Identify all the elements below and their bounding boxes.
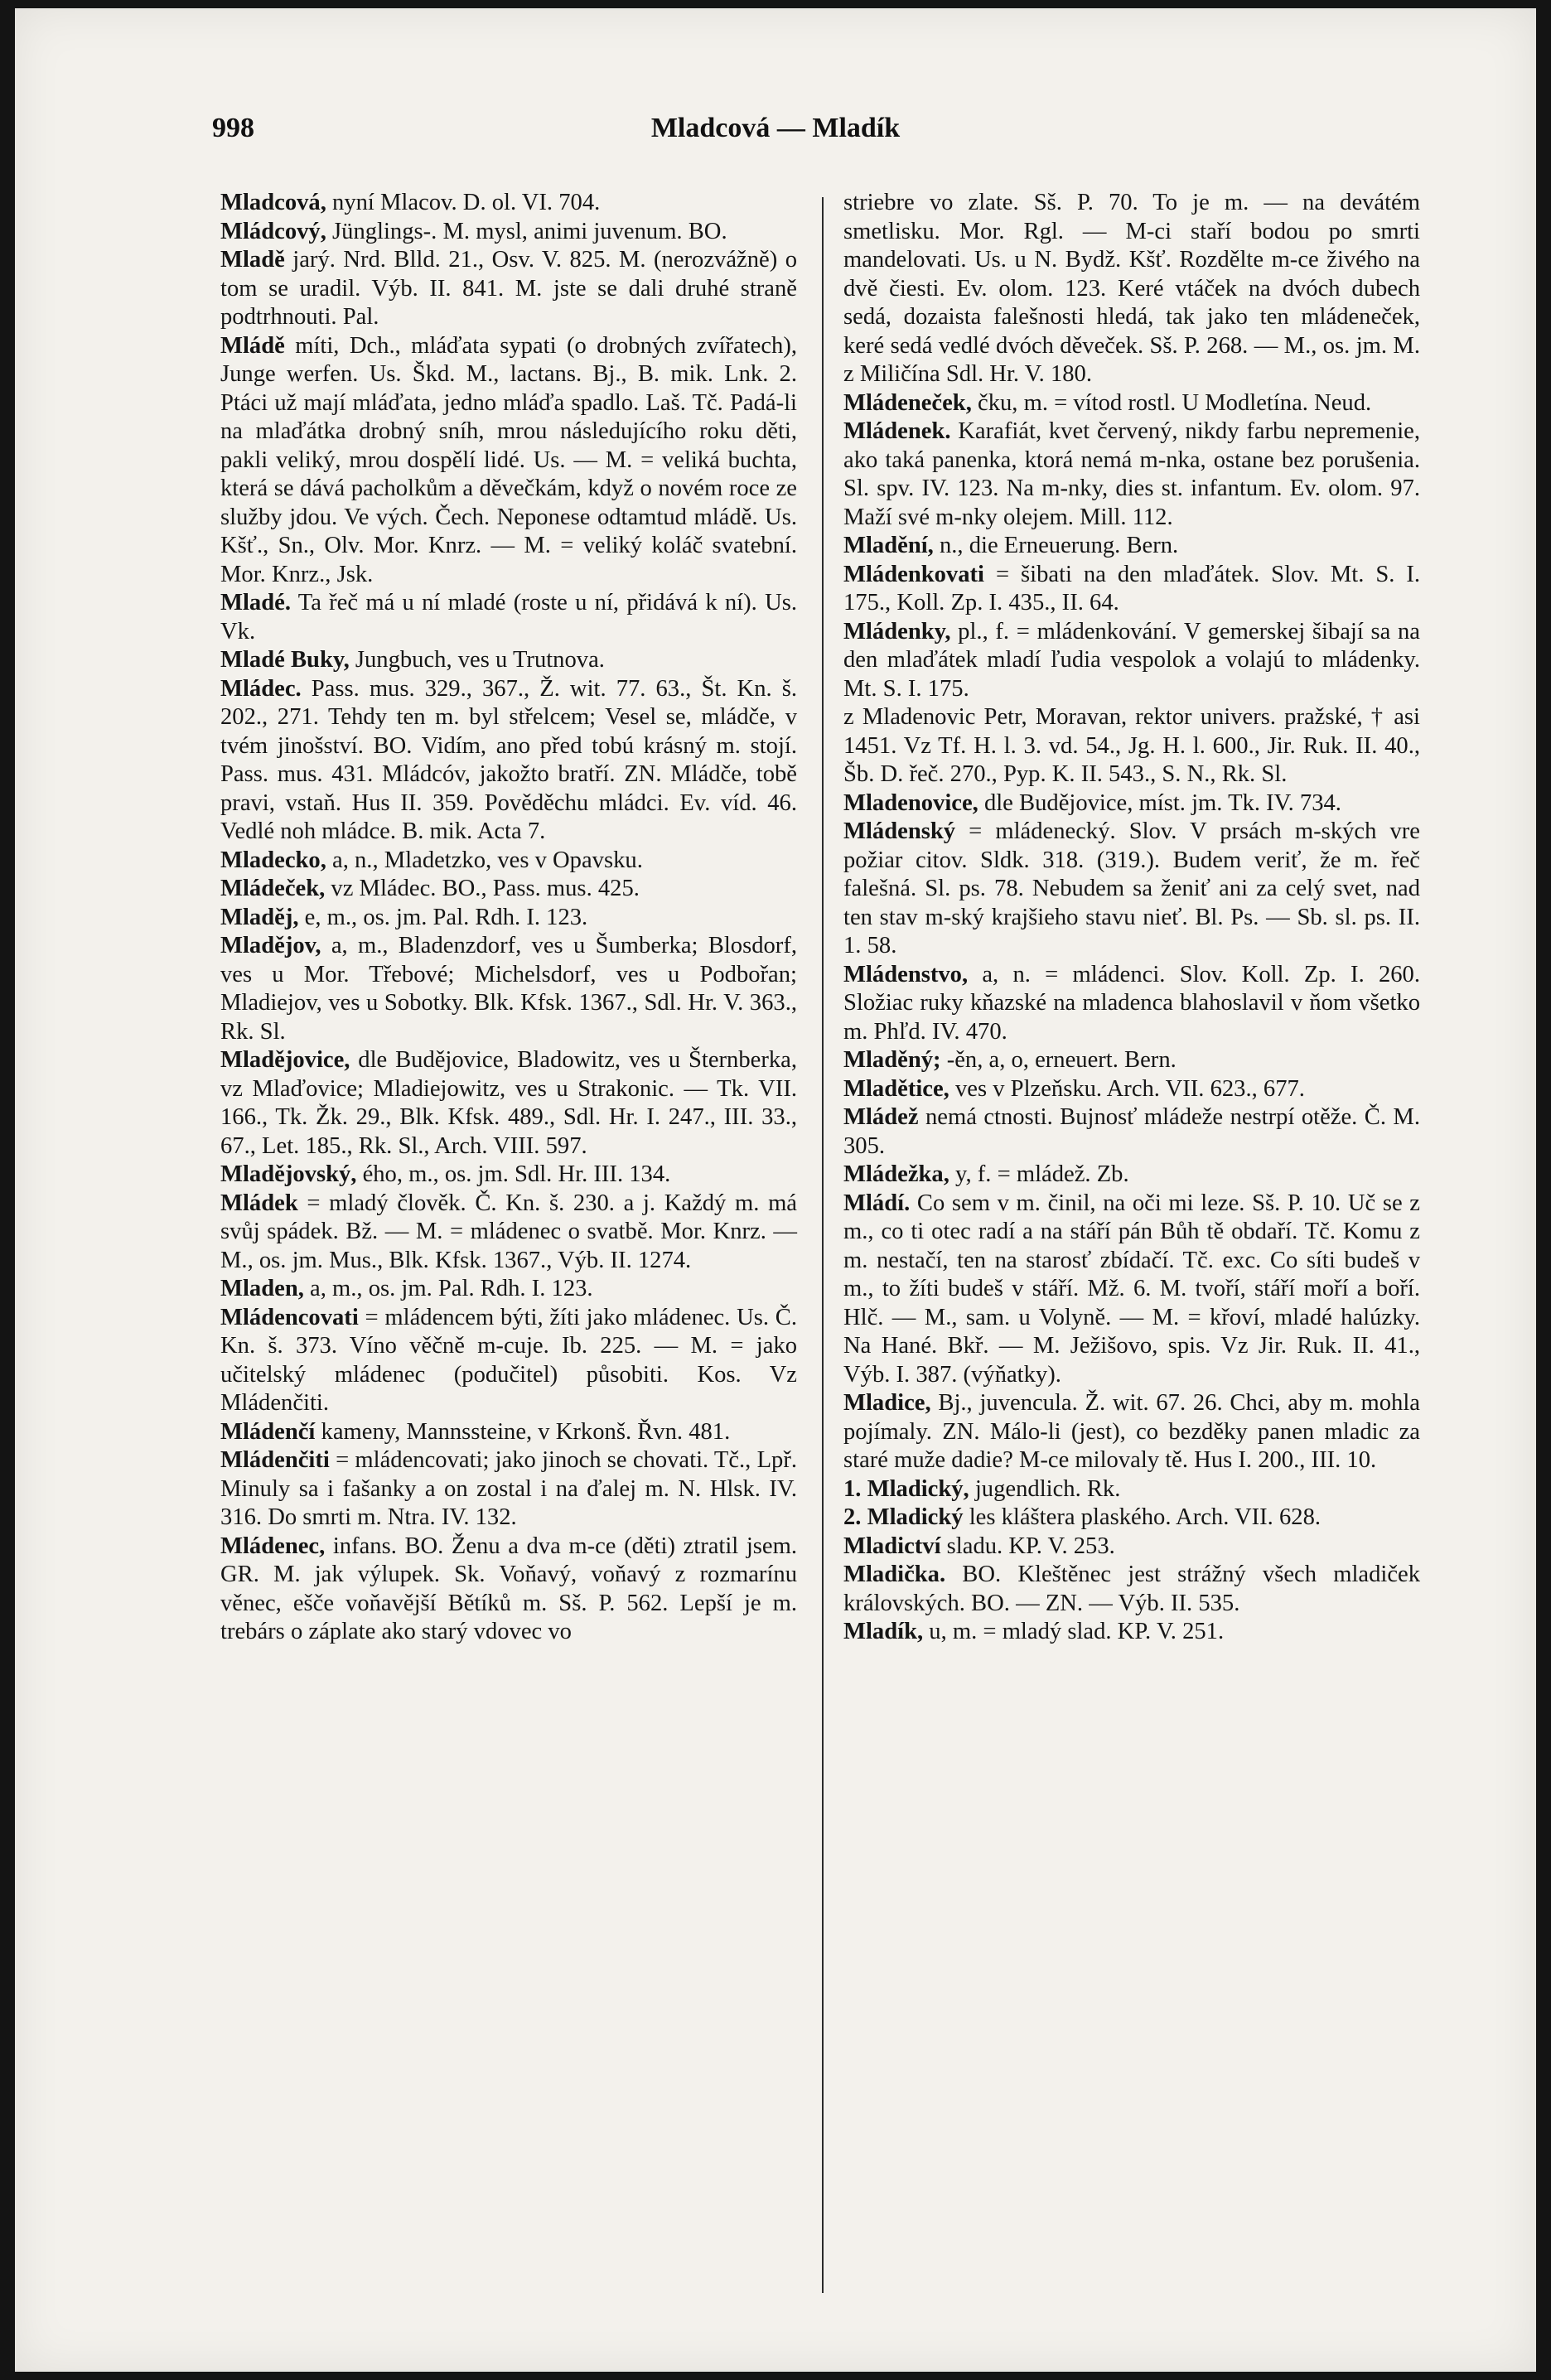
entry-text: a, n., Mladetzko, ves v Opavsku.	[326, 847, 643, 873]
dictionary-entry	[843, 1389, 1420, 1475]
entry-text: jarý. Nrd. Blld. 21., Osv. V. 825. M. (nerozvážně) o tom se uradil. Výb. II. 841. M. jste se dali druhé straně podtrhnouti. Pal.	[220, 247, 797, 330]
entry-headword: Mládežka,	[843, 1161, 949, 1187]
entry-text: a, n. = mládenci. Slov. Koll. Zp. I. 260. Složiac ruky kňazské na mladenca blahoslavil v ňom všetko m. Phľd. IV. 470.	[843, 961, 1420, 1045]
dictionary-entry	[220, 646, 797, 675]
dictionary-entry	[220, 1275, 797, 1304]
dictionary-page	[15, 8, 1536, 2372]
running-head: Mladcová — Mladík	[650, 113, 901, 143]
entry-headword: Mladé.	[220, 590, 291, 616]
entry-text: ves v Plzeňsku. Arch. VII. 623., 677.	[949, 1075, 1305, 1102]
entry-headword: Mládenek.	[843, 418, 951, 444]
dictionary-entry	[220, 932, 797, 1046]
dictionary-entry	[220, 847, 797, 876]
entry-headword: Mládenkovati	[843, 561, 984, 587]
entry-headword: Mládenky,	[843, 618, 951, 644]
entry-text: nyní Mlacov. D. ol. VI. 704.	[326, 190, 601, 215]
entry-text: Jünglings-. M. mysl, animi juvenum. BO.	[326, 218, 727, 244]
entry-text: = mládencem býti, žíti jako mládenec. Us. Č. Kn. š. 373. Víno věčně m-cuje. Ib. 225. — M. = jako učitelský mládenec (podučitel) působiti. Kos. Vz Mládenčiti.	[220, 1304, 797, 1416]
entry-text: infans. BO. Ženu a dva m-ce (děti) ztratil jsem. GR. M. jak výlupek. Sk. Voňavý, voňavý z rozmarínu věnec, ešče voňavější Bětíků m. Sš. P. 562. Lepší je m. trebárs o záplate ako starý vdovec vo	[220, 1533, 797, 1644]
entry-headword: Mládě	[220, 332, 285, 359]
entry-text: Bj., juvencula. Ž. wit. 67. 26. Chci, aby m. mohla pojímaly. ZN. Málo-li (jest), co bezděky panen mladic za staré muže dadie? M-ce milovaly tě. Hus I. 200., III. 10.	[843, 1390, 1420, 1473]
entry-text: Ta řeč má u ní mladé (roste u ní, přidává k ní). Us. Vk.	[220, 590, 797, 644]
entry-text: dle Budějovice, Bladowitz, ves u Šternberka, vz Mlaďovice; Mladiejowitz, ves u Strakonic. — Tk. VII. 166., Tk. Žk. 29., Blk. Kfsk. 489., Sdl. Hr. I. 247., III. 33., 67., Let. 185., Rk. Sl., Arch. VIII. 597.	[220, 1047, 797, 1159]
dictionary-entry	[220, 218, 797, 247]
dictionary-entry	[220, 332, 797, 590]
entry-text: = mládencovati; jako jinoch se chovati. Tč., Lpř. Minuly sa i fašanky a on zostal i na ďalej m. N. Hlsk. IV. 316. Do smrti m. Ntra. IV. 132.	[220, 1447, 797, 1530]
dictionary-entry	[843, 532, 1420, 561]
dictionary-entry	[843, 1190, 1420, 1390]
entry-text: les kláštera plaského. Arch. VII. 628.	[963, 1504, 1321, 1530]
entry-headword: Mládenčí	[220, 1418, 316, 1445]
dictionary-entry	[220, 1046, 797, 1161]
dictionary-entry	[843, 789, 1420, 818]
entry-headword: Mladě	[220, 247, 285, 273]
dictionary-entry	[843, 189, 1420, 389]
entry-headword: Mladenovice,	[843, 789, 978, 816]
entry-headword: Mladen,	[220, 1276, 304, 1301]
dictionary-entry	[843, 561, 1420, 618]
dictionary-entry	[843, 1475, 1420, 1504]
entry-headword: Mládeček,	[220, 876, 326, 901]
dictionary-entry	[843, 818, 1420, 961]
entry-text: Karafiát, kvet červený, nikdy farbu nepremenie, ako taká panenka, ktorá nemá m-nka, ostane bez porušenia. Sl. spv. IV. 123. Na m-nky, dies st. infantum. Ev. olom. 97. Maží své m-nky olejem. Mill. 112.	[843, 418, 1420, 530]
entry-headword: Mládeneček,	[843, 389, 972, 416]
page-header	[15, 101, 1536, 151]
entry-text: vz Mládec. BO., Pass. mus. 425.	[325, 876, 640, 901]
dictionary-entry	[220, 1161, 797, 1190]
entry-text: -ěn, a, o, erneuert. Bern.	[940, 1047, 1177, 1073]
entry-text: pl., f. = mládenkování. V gemerskej šibají sa na den mlaďátek mladí ľudia vespolok a volajú to mládenky. Mt. S. I. 175.	[843, 618, 1420, 702]
entry-text: = mládenecký. Slov. V prsách m-ských vre požiar citov. Sldk. 318. (319.). Budem veriť, že m. řeč falešná. Sl. ps. 78. Nebudem sa ženiť ani za celý svet, nad ten stav m-ský krajšieho stavu nieť. Bl. Ps. — Sb. sl. ps. II. 1. 58.	[843, 818, 1420, 958]
entry-headword: Mládenčiti	[220, 1447, 330, 1473]
entry-headword: Mládí.	[843, 1190, 911, 1216]
entry-headword: Mladějovský,	[220, 1161, 357, 1187]
page-number: 998	[212, 113, 254, 143]
entry-headword: Mladění,	[843, 533, 934, 558]
entry-text: u, m. = mladý slad. KP. V. 251.	[923, 1619, 1225, 1644]
right-column	[843, 189, 1420, 1647]
dictionary-entry	[843, 618, 1420, 704]
dictionary-entry	[843, 1161, 1420, 1190]
entry-headword: Mládenstvo,	[843, 961, 969, 987]
entry-headword: Mládek	[220, 1190, 298, 1216]
entry-headword: Mladictví	[843, 1533, 941, 1559]
entry-headword: Mladecko,	[220, 847, 326, 873]
entry-text: striebre vo zlate. Sš. P. 70. To je m. — na devátém smetlisku. Mor. Rgl. — M-ci staří bodou po smrti mandelovati. Us. u N. Bydž. Kšť. Rozdělte m-ce živého na dvě čiesti. Ev. olom. 123. Keré vtáček na dvóch dubech sedá, dozaista falešnosti hledá, tak jako ten mládeneček, keré sedá vedlé dvóch děveček. Sš. P. 268. — M., os. jm. M. z Miličína Sdl. Hr. V. 180.	[843, 190, 1420, 387]
left-column	[220, 189, 797, 1647]
entry-text: n., die Erneuerung. Bern.	[933, 533, 1179, 558]
entry-text: = mladý člověk. Č. Kn. š. 230. a j. Každý m. má svůj spádek. Bž. — M. = mládenec o svatbě. Mor. Knrz. — M., os. jm. Mus., Blk. Kfsk. 1367., Výb. II. 1274.	[220, 1190, 797, 1273]
dictionary-entry	[220, 875, 797, 904]
entry-text: BO. Kleštěnec jest strážný všech mladiček královských. BO. — ZN. — Výb. II. 535.	[843, 1562, 1420, 1616]
entry-headword: Mladějovice,	[220, 1047, 350, 1073]
entry-text: e, m., os. jm. Pal. Rdh. I. 123.	[298, 904, 588, 930]
dictionary-entry	[843, 961, 1420, 1047]
entry-text: míti, Dch., mláďata sypati (o drobných zvířatech), Junge werfen. Us. Škd. M., lactans. Bj., B. mik. Lnk. 2. Ptáci už mají mláďata, jedno mláďa spadlo. Laš. Tč. Padá-li na mlaďátka drobný sníh, mrou následujícího roku děti, pakli veliký, mrou dospělí lidé. Us. — M. = veliká buchta, která se dává pacholkům a děvečkám, když o novém roce ze služby jdou. Ve vých. Čech. Neponese odtamtud mládě. Us. Kšť., Sn., Olv. Mor. Knrz. — M. = veliký koláč svatební. Mor. Knrz., Jsk.	[220, 332, 797, 587]
entry-headword: Mladé Buky,	[220, 647, 350, 673]
entry-text: a, m., os. jm. Pal. Rdh. I. 123.	[303, 1276, 593, 1301]
entry-headword: Mladcová,	[220, 190, 326, 215]
entry-headword: 1. Mladický,	[843, 1475, 969, 1502]
dictionary-entry	[220, 589, 797, 646]
entry-headword: Mládenec,	[220, 1533, 326, 1559]
dictionary-entry	[843, 418, 1420, 532]
entry-headword: Mládež	[843, 1104, 919, 1130]
entry-headword: Mládec.	[220, 675, 302, 702]
dictionary-entry	[220, 1190, 797, 1276]
entry-headword: Mládenský	[843, 818, 956, 844]
dictionary-entry	[843, 1075, 1420, 1104]
dictionary-entry	[843, 1618, 1420, 1647]
entry-text: Pass. mus. 329., 367., Ž. wit. 77. 63., Št. Kn. š. 202., 271. Tehdy ten m. byl střelcem; Vesel se, mládče, v tvém jinošství. BO. Vidím, ano před tobú krásný m. stojí. Pass. mus. 431. Mládcóv, jakožto bratří. ZN. Mládče, tobě pravi, vstaň. Hus II. 359. Pověděchu mládci. Ev. víd. 46. Vedlé noh mládce. B. mik. Acta 7.	[220, 675, 797, 844]
entry-text: y, f. = mládež. Zb.	[949, 1161, 1129, 1187]
entry-headword: Mladice,	[843, 1390, 931, 1416]
entry-text: a, m., Bladenzdorf, ves u Šumberka; Blosdorf, ves u Mor. Třebové; Michelsdorf, ves u Podbořan; Mladiejov, ves u Sobotky. Blk. Kfsk. 1367., Sdl. Hr. V. 363., Rk. Sl.	[220, 933, 797, 1045]
dictionary-entry	[843, 389, 1420, 418]
entry-text: = šibati na den mlaďátek. Slov. Mt. S. I. 175., Koll. Zp. I. 435., II. 64.	[843, 561, 1420, 616]
dictionary-entry	[220, 904, 797, 933]
entry-headword: Mladějov,	[220, 933, 321, 958]
dictionary-entry	[843, 1561, 1420, 1618]
dictionary-entry	[220, 1446, 797, 1533]
dictionary-entry	[220, 1418, 797, 1447]
dictionary-entry	[843, 1533, 1420, 1562]
dictionary-entry	[220, 189, 797, 218]
entry-headword: Mladička.	[843, 1562, 946, 1587]
entry-text: Co sem v m. činil, na oči mi leze. Sš. P. 10. Uč se z m., co ti otec radí a na stáří pán Bůh tě obdaří. Tč. Komu z m. nestačí, ten na starosť zbídačí. Tč. exc. Co síti budeš v m., to žíti budeš v stáří. Mž. 6. M. tvoří, stáří moří a boří. Hlč. — M., sam. u Volyně. — M. = křoví, mladé halúzky. Na Hané. Bkř. — M. Ježišovo, spis. Vz Jir. Ruk. II. 41., Výb. I. 387. (výňatky).	[843, 1190, 1420, 1388]
entry-text: jugendlich. Rk.	[969, 1475, 1121, 1502]
entry-text: čku, m. = vítod rostl. U Modletína. Neud.	[971, 389, 1372, 416]
dictionary-entry	[843, 1504, 1420, 1533]
entry-headword: Mladětice,	[843, 1075, 949, 1102]
entry-headword: 2. Mladický	[843, 1504, 964, 1530]
entry-headword: Mladěný;	[843, 1047, 941, 1073]
entry-text: dle Budějovice, míst. jm. Tk. IV. 734.	[978, 789, 1341, 816]
entry-headword: Mladík,	[843, 1619, 924, 1644]
entry-text: kameny, Mannssteine, v Krkonš. Řvn. 481.	[315, 1418, 731, 1445]
entry-text: sladu. KP. V. 253.	[940, 1533, 1115, 1559]
column-divider	[822, 197, 824, 2293]
entry-headword: Mládencovati	[220, 1304, 359, 1330]
entry-headword: Mládcový,	[220, 218, 326, 244]
entry-headword: Mladěj,	[220, 904, 299, 930]
dictionary-entry	[220, 246, 797, 332]
entry-text: ého, m., os. jm. Sdl. Hr. III. 134.	[356, 1161, 671, 1187]
dictionary-entry	[843, 1046, 1420, 1075]
dictionary-entry	[220, 1304, 797, 1418]
entry-text: nemá ctnosti. Bujnosť mládeže nestrpí otěže. Č. M. 305.	[843, 1104, 1420, 1159]
dictionary-entry	[843, 703, 1420, 789]
entry-text: Jungbuch, ves u Trutnova.	[349, 647, 605, 673]
entry-text: z Mladenovic Petr, Moravan, rektor univers. pražské, † asi 1451. Vz Tf. H. l. 3. vd. 54., Jg. H. l. 600., Jir. Ruk. II. 40., Šb. D. řeč. 270., Pyp. K. II. 543., S. N., Rk. Sl.	[843, 704, 1420, 787]
dictionary-entry	[220, 1533, 797, 1647]
dictionary-entry	[843, 1103, 1420, 1161]
dictionary-entry	[220, 675, 797, 847]
